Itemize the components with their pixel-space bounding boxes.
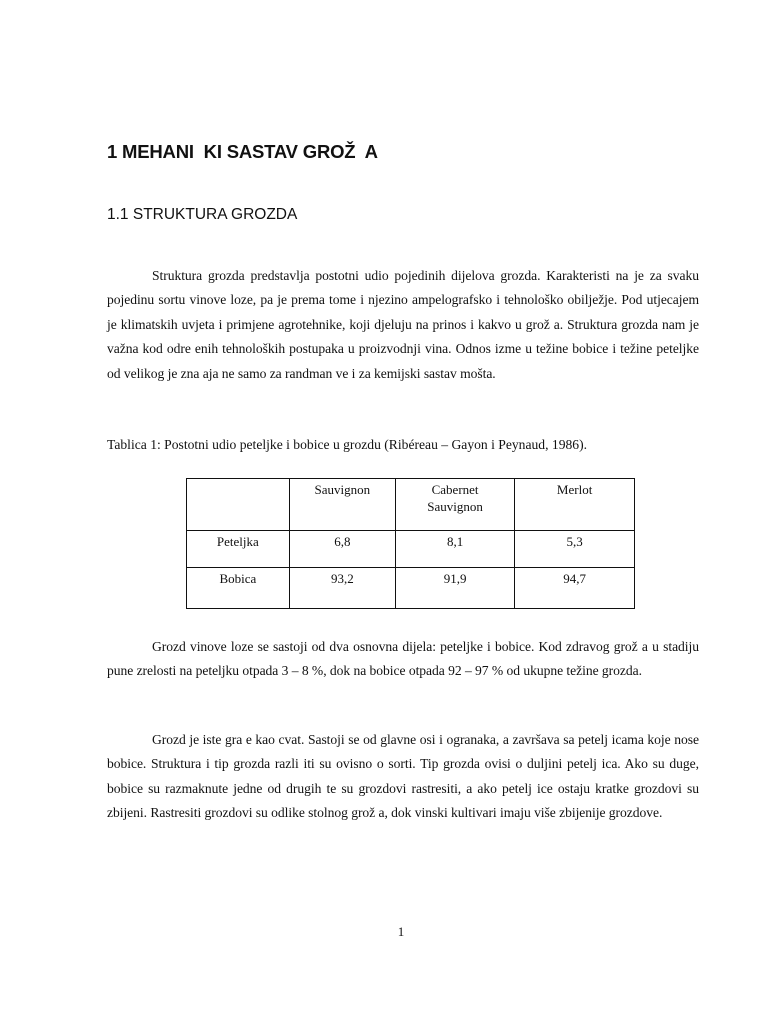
paragraph-grape-parts: Grozd vinove loze se sastoji od dva osnovna dijela: peteljke i bobice. Kod zdravog grož a u stadiju pune zrelosti na peteljku otpada 3 – 8 %, dok na bobice otpada 92 – 97 % od ukupne težine grozda. xyxy=(107,639,699,679)
table-cell: 5,3 xyxy=(515,531,635,568)
table-row-label: Bobica xyxy=(187,568,290,609)
table-header-cell-cabernet-sauvignon xyxy=(395,479,514,531)
table-header-row xyxy=(187,479,635,531)
table-cell: 94,7 xyxy=(515,568,635,609)
table-cell: 6,8 xyxy=(289,531,395,568)
table-row xyxy=(187,531,635,568)
page-number: 1 xyxy=(397,924,405,939)
section-heading: 1.1 STRUKTURA GROZDA xyxy=(107,206,298,223)
table-header-cell-sauvignon: Sauvignon xyxy=(289,479,395,531)
chapter-heading: 1 MEHANI KI SASTAV GROŽ A xyxy=(107,141,378,162)
table-cell: 93,2 xyxy=(289,568,395,609)
table-header-cell-empty xyxy=(187,479,290,531)
table-header-cell-merlot: Merlot xyxy=(515,479,635,531)
table-caption: Tablica 1: Postotni udio peteljke i bobice u grozdu (Ribéreau – Gayon i Peynaud, 1986). xyxy=(107,437,588,452)
table-cell: 8,1 xyxy=(395,531,514,568)
table-row xyxy=(187,568,635,609)
paragraph-grape-cluster: Grozd je iste gra e kao cvat. Sastoji se od glavne osi i ogranaka, a završava sa petelj icama koje nose bobice. Struktura i tip grozda razli iti su ovisno o sorti. Tip grozda ovisi o duljini petelj ica. Ako su duge, bobice su razmaknute jedne od drugih te su grozdovi rastresiti, a ako petelj ice ostaju kratke grozdovi su zbijeni. Rastresiti grozdovi su odlike stolnog grož a, dok vinski kultivari imaju više zbijenije grozdove. xyxy=(107,732,699,821)
table-cell: 91,9 xyxy=(395,568,514,609)
table-row-label: Peteljka xyxy=(187,531,290,568)
cabernet-label: Cabernet Sauvignon xyxy=(427,482,483,514)
grape-structure-table xyxy=(186,478,635,609)
paragraph-structure-intro: Struktura grozda predstavlja postotni udio pojedinih dijelova grozda. Karakteristi na je za svaku pojedinu sortu vinove loze, pa je prema tome i njezino ampelografsko i tehnološko obilježje. Pod utjecajem je klimatskih uvjeta i primjene agrotehnike, koji djeluju na prinos i kakvo u grož a. Struktura grozda nam je važna kod odre enih tehnoloških postupaka u proizvodnji vina. Odnos izme u težine bobice i težine peteljke od velikog je zna aja ne samo za randman ve i za kemijski sastav mošta. xyxy=(107,268,699,381)
